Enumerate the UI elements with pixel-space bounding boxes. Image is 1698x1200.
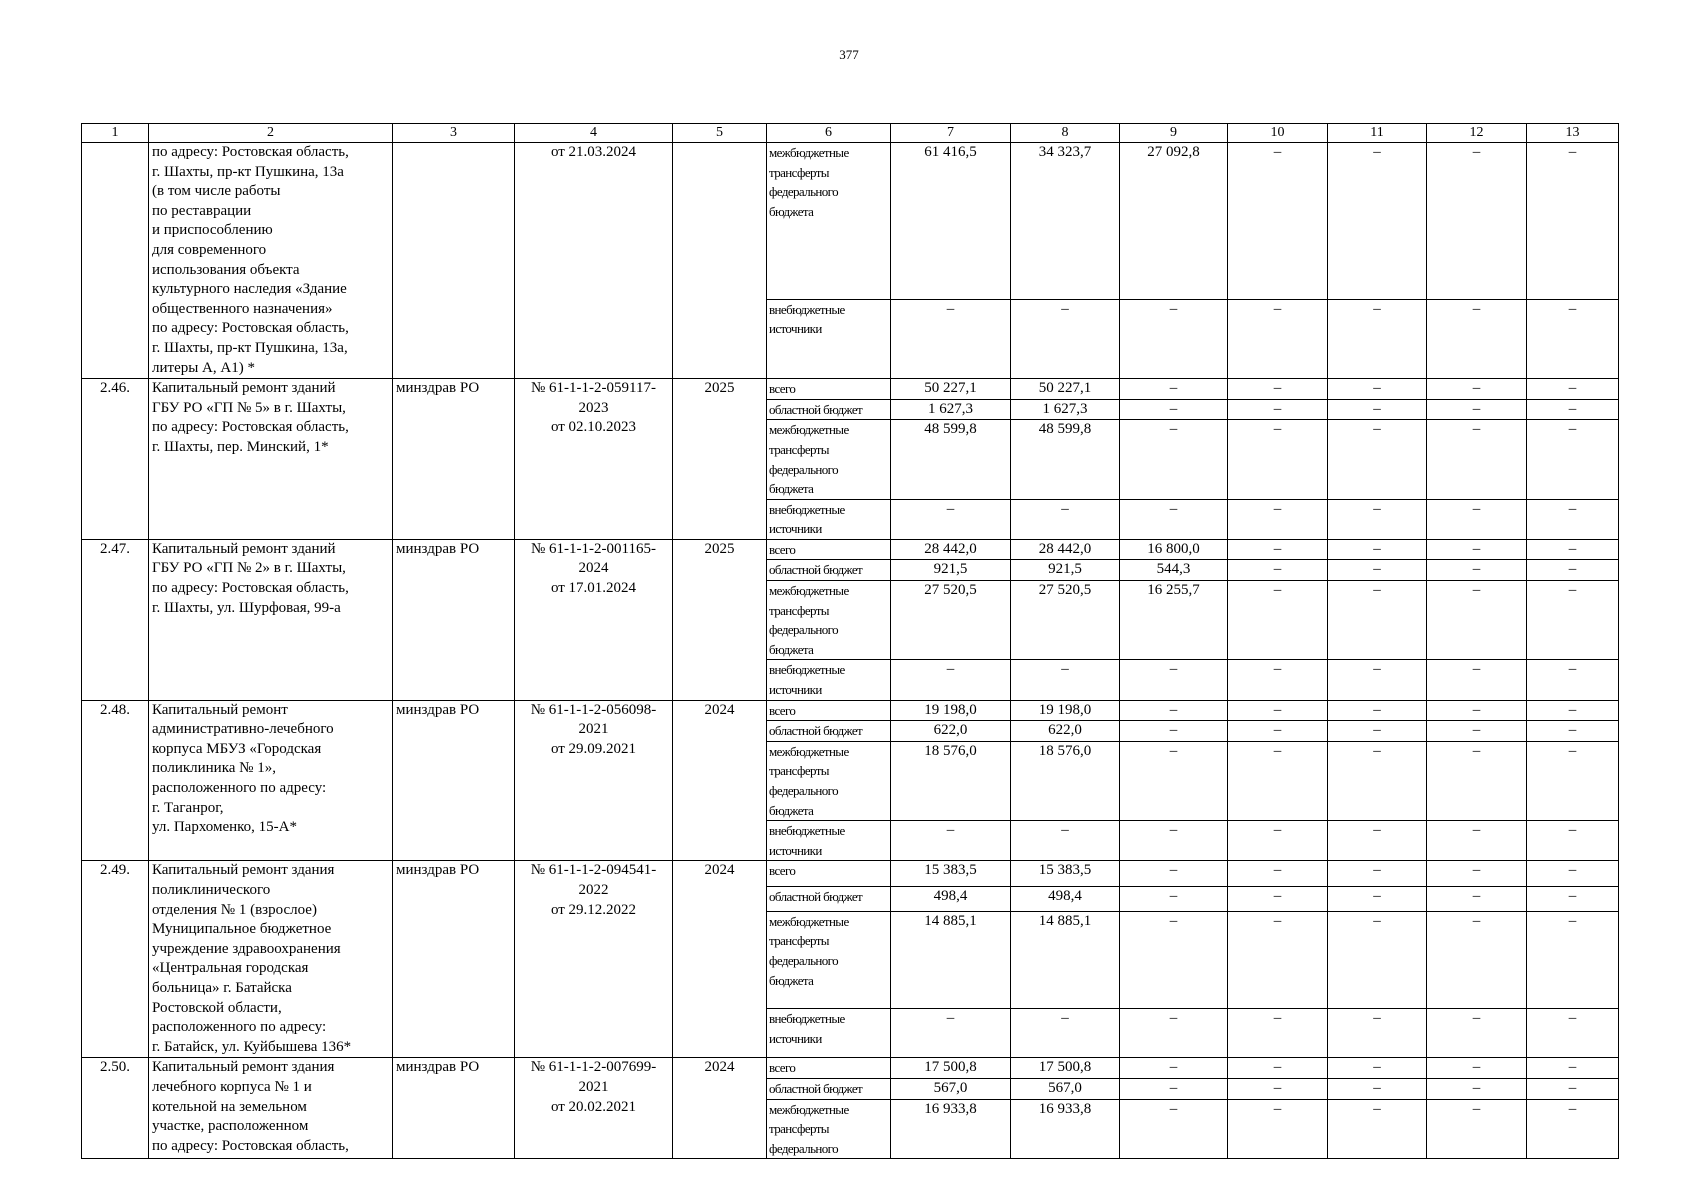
amount-cell: – [1527, 143, 1619, 300]
amount-cell: – [1228, 143, 1328, 300]
funding-source-label: всего [769, 541, 796, 557]
amount-cell: – [1228, 886, 1328, 911]
amount-cell: – [1328, 379, 1427, 400]
amount-cell: 18 576,0 [1011, 741, 1120, 820]
amount-cell: – [1120, 911, 1228, 1008]
amount-cell: – [891, 821, 1011, 861]
amount-cell: – [1527, 911, 1619, 1008]
amount-cell: – [1120, 499, 1228, 539]
amount-cell: – [1527, 721, 1619, 742]
funding-source [767, 700, 891, 721]
amount-cell: – [1427, 581, 1527, 660]
customer: минздрав РО [393, 379, 515, 540]
amount-cell: 16 933,8 [1011, 1099, 1120, 1159]
column-header: 12 [1427, 124, 1527, 143]
funding-source [767, 379, 891, 400]
amount-cell: – [1120, 420, 1228, 499]
amount-cell: – [1328, 581, 1427, 660]
amount-cell: – [1228, 861, 1328, 886]
funding-source-label: всего [769, 1060, 796, 1076]
amount-cell: 50 227,1 [1011, 379, 1120, 400]
table-row [82, 379, 1619, 400]
funding-source [767, 1058, 891, 1079]
amount-cell: – [1228, 499, 1328, 539]
amount-cell: – [1228, 1009, 1328, 1058]
amount-cell: – [1011, 821, 1120, 861]
amount-cell: – [1120, 700, 1228, 721]
item-number: 2.48. [82, 700, 149, 861]
amount-cell: – [1228, 741, 1328, 820]
amount-cell: – [1427, 700, 1527, 721]
table-row [82, 539, 1619, 560]
amount-cell: – [1328, 861, 1427, 886]
amount-cell: – [1427, 886, 1527, 911]
table-body [82, 124, 1619, 1159]
amount-cell: 567,0 [1011, 1078, 1120, 1099]
funding-source [767, 1078, 891, 1099]
amount-cell: – [1328, 399, 1427, 420]
completion-year [673, 143, 767, 379]
amount-cell: – [1228, 911, 1328, 1008]
funding-source [767, 911, 891, 1008]
column-header: 11 [1328, 124, 1427, 143]
amount-cell: 921,5 [891, 560, 1011, 581]
amount-cell: 19 198,0 [1011, 700, 1120, 721]
column-header: 10 [1228, 124, 1328, 143]
funding-source-label: межбюджетные трансферты федерального бюджета [769, 422, 849, 497]
amount-cell: 622,0 [891, 721, 1011, 742]
amount-cell: – [1328, 700, 1427, 721]
object-description: по адресу: Ростовская область, г. Шахты, пр-кт Пушкина, 13а (в том числе работы по реставрации и приспособлению для современного использования объекта культурного наследия «Здание общественного назначения» по адресу: Ростовская область, г. Шахты, пр-кт Пушкина, 13а, литеры А, А1) * [149, 143, 393, 379]
completion-year: 2024 [673, 1058, 767, 1159]
funding-source-label: областной бюджет [769, 888, 863, 904]
item-number: 2.47. [82, 539, 149, 700]
amount-cell: – [1427, 660, 1527, 700]
column-header: 9 [1120, 124, 1228, 143]
amount-cell: – [1328, 539, 1427, 560]
completion-year: 2025 [673, 539, 767, 700]
amount-cell: – [1328, 1078, 1427, 1099]
amount-cell: 1 627,3 [1011, 399, 1120, 420]
item-number: 2.49. [82, 861, 149, 1058]
item-number [82, 143, 149, 379]
amount-cell: – [1120, 1078, 1228, 1099]
amount-cell: – [891, 299, 1011, 378]
amount-cell: – [1228, 700, 1328, 721]
amount-cell: – [1527, 1099, 1619, 1159]
amount-cell: – [1328, 721, 1427, 742]
amount-cell: 622,0 [1011, 721, 1120, 742]
amount-cell: – [1427, 1009, 1527, 1058]
expert-document: № 61-1-1-2-001165- 2024 от 17.01.2024 [515, 539, 673, 700]
funding-source [767, 560, 891, 581]
amount-cell: 48 599,8 [1011, 420, 1120, 499]
amount-cell: – [1228, 539, 1328, 560]
amount-cell: 48 599,8 [891, 420, 1011, 499]
column-header: 6 [767, 124, 891, 143]
amount-cell: – [1427, 911, 1527, 1008]
funding-source [767, 741, 891, 820]
amount-cell: – [1011, 299, 1120, 378]
amount-cell: – [1427, 741, 1527, 820]
amount-cell: – [1228, 660, 1328, 700]
amount-cell: – [1527, 499, 1619, 539]
customer: минздрав РО [393, 539, 515, 700]
amount-cell: 16 800,0 [1120, 539, 1228, 560]
amount-cell: 567,0 [891, 1078, 1011, 1099]
funding-source-label: областной бюджет [769, 562, 863, 578]
amount-cell: – [1527, 420, 1619, 499]
amount-cell: – [1228, 420, 1328, 499]
amount-cell: 50 227,1 [891, 379, 1011, 400]
amount-cell: 27 520,5 [1011, 581, 1120, 660]
amount-cell: – [1527, 741, 1619, 820]
amount-cell: 16 933,8 [891, 1099, 1011, 1159]
amount-cell: – [1427, 821, 1527, 861]
completion-year: 2024 [673, 861, 767, 1058]
table-row [82, 1058, 1619, 1079]
amount-cell: 498,4 [891, 886, 1011, 911]
amount-cell: – [1427, 560, 1527, 581]
funding-source-label: всего [769, 381, 796, 397]
amount-cell: 15 383,5 [1011, 861, 1120, 886]
expert-document: № 61-1-1-2-007699- 2021 от 20.02.2021 [515, 1058, 673, 1159]
funding-source [767, 1099, 891, 1159]
amount-cell: – [1328, 821, 1427, 861]
amount-cell: 17 500,8 [891, 1058, 1011, 1079]
amount-cell: – [1228, 560, 1328, 581]
amount-cell: – [1427, 1099, 1527, 1159]
page-number: 377 [839, 47, 859, 62]
expert-document: № 61-1-1-2-056098- 2021 от 29.09.2021 [515, 700, 673, 861]
amount-cell: – [1328, 1009, 1427, 1058]
object-description: Капитальный ремонт административно-лечебного корпуса МБУЗ «Городская поликлиника № 1», расположенного по адресу: г. Таганрог, ул. Пархоменко, 15-А* [149, 700, 393, 861]
item-number: 2.50. [82, 1058, 149, 1159]
amount-cell: – [1527, 1058, 1619, 1079]
amount-cell: – [1328, 299, 1427, 378]
amount-cell: – [1120, 1058, 1228, 1079]
amount-cell: – [891, 499, 1011, 539]
amount-cell: – [1120, 379, 1228, 400]
amount-cell: – [1427, 861, 1527, 886]
amount-cell: – [1427, 539, 1527, 560]
funding-source [767, 399, 891, 420]
customer: минздрав РО [393, 861, 515, 1058]
expert-document: от 21.03.2024 [515, 143, 673, 379]
column-header: 1 [82, 124, 149, 143]
object-description: Капитальный ремонт зданий ГБУ РО «ГП № 2» в г. Шахты, по адресу: Ростовская область, г. Шахты, ул. Шурфовая, 99-а [149, 539, 393, 700]
amount-cell: – [1228, 1099, 1328, 1159]
funding-source [767, 143, 891, 300]
amount-cell: – [1427, 399, 1527, 420]
funding-source [767, 539, 891, 560]
funding-source-label: внебюджетные источники [769, 1011, 845, 1046]
funding-source [767, 420, 891, 499]
funding-source [767, 299, 891, 378]
funding-source [767, 861, 891, 886]
column-header: 3 [393, 124, 515, 143]
amount-cell: – [1427, 1078, 1527, 1099]
funding-source-label: межбюджетные трансферты федерального бюджета [769, 145, 849, 219]
column-header: 8 [1011, 124, 1120, 143]
amount-cell: – [1120, 1099, 1228, 1159]
amount-cell: – [1228, 1058, 1328, 1079]
amount-cell: – [1328, 886, 1427, 911]
amount-cell: – [1328, 143, 1427, 300]
amount-cell: – [1011, 1009, 1120, 1058]
amount-cell: – [1120, 741, 1228, 820]
amount-cell: – [1527, 379, 1619, 400]
amount-cell: – [1328, 420, 1427, 499]
amount-cell: – [1120, 821, 1228, 861]
customer: минздрав РО [393, 700, 515, 861]
amount-cell: – [1120, 861, 1228, 886]
amount-cell: 17 500,8 [1011, 1058, 1120, 1079]
table-row [82, 143, 1619, 300]
customer [393, 143, 515, 379]
amount-cell: – [891, 660, 1011, 700]
amount-cell: – [891, 1009, 1011, 1058]
customer: минздрав РО [393, 1058, 515, 1159]
funding-source-label: межбюджетные трансферты федерального бюджета [769, 913, 849, 988]
amount-cell: – [1328, 560, 1427, 581]
amount-cell: – [1527, 539, 1619, 560]
column-header: 7 [891, 124, 1011, 143]
amount-cell: – [1328, 1058, 1427, 1079]
amount-cell: – [1328, 660, 1427, 700]
amount-cell: – [1527, 581, 1619, 660]
amount-cell: 544,3 [1120, 560, 1228, 581]
amount-cell: – [1228, 1078, 1328, 1099]
amount-cell: – [1011, 499, 1120, 539]
amount-cell: – [1527, 821, 1619, 861]
amount-cell: – [1120, 886, 1228, 911]
amount-cell: – [1427, 143, 1527, 300]
amount-cell: – [1427, 379, 1527, 400]
amount-cell: 28 442,0 [1011, 539, 1120, 560]
column-header: 2 [149, 124, 393, 143]
amount-cell: – [1228, 379, 1328, 400]
amount-cell: 15 383,5 [891, 861, 1011, 886]
column-header: 5 [673, 124, 767, 143]
funding-source-label: межбюджетные трансферты федерального [769, 1101, 849, 1156]
amount-cell: – [1527, 700, 1619, 721]
amount-cell: – [1527, 399, 1619, 420]
funding-source [767, 886, 891, 911]
funding-source-label: внебюджетные источники [769, 823, 845, 858]
amount-cell: – [1427, 299, 1527, 378]
amount-cell: – [1328, 499, 1427, 539]
funding-source-label: внебюджетные источники [769, 662, 845, 698]
object-description: Капитальный ремонт здания лечебного корпуса № 1 и котельной на земельном участке, расположенном по адресу: Ростовская область, [149, 1058, 393, 1159]
amount-cell: – [1427, 721, 1527, 742]
amount-cell: – [1427, 420, 1527, 499]
amount-cell: 34 323,7 [1011, 143, 1120, 300]
funding-source [767, 581, 891, 660]
funding-source-label: всего [769, 702, 796, 718]
expert-document: № 61-1-1-2-059117- 2023 от 02.10.2023 [515, 379, 673, 540]
item-number: 2.46. [82, 379, 149, 540]
amount-cell: – [1228, 399, 1328, 420]
amount-cell: – [1120, 399, 1228, 420]
funding-source-label: областной бюджет [769, 401, 863, 417]
funding-source [767, 660, 891, 700]
amount-cell: 18 576,0 [891, 741, 1011, 820]
budget-table [81, 123, 1619, 1159]
amount-cell: – [1527, 299, 1619, 378]
amount-cell: 28 442,0 [891, 539, 1011, 560]
amount-cell: 498,4 [1011, 886, 1120, 911]
amount-cell: – [1120, 660, 1228, 700]
amount-cell: 14 885,1 [891, 911, 1011, 1008]
funding-source [767, 821, 891, 861]
table-row [82, 700, 1619, 721]
amount-cell: – [1011, 660, 1120, 700]
amount-cell: – [1527, 886, 1619, 911]
amount-cell: 1 627,3 [891, 399, 1011, 420]
amount-cell: – [1527, 560, 1619, 581]
amount-cell: 61 416,5 [891, 143, 1011, 300]
amount-cell: 14 885,1 [1011, 911, 1120, 1008]
column-number-row [82, 124, 1619, 143]
amount-cell: – [1228, 299, 1328, 378]
amount-cell: – [1120, 299, 1228, 378]
amount-cell: – [1228, 721, 1328, 742]
completion-year: 2024 [673, 700, 767, 861]
funding-source [767, 499, 891, 539]
amount-cell: 16 255,7 [1120, 581, 1228, 660]
funding-source [767, 1009, 891, 1058]
amount-cell: – [1328, 1099, 1427, 1159]
amount-cell: – [1228, 821, 1328, 861]
object-description: Капитальный ремонт здания поликлинического отделения № 1 (взрослое) Муниципальное бюджетное учреждение здравоохранения «Центральная городская больница» г. Батайска Ростовской области, расположенного по адресу: г. Батайск, ул. Куйбышева 136* [149, 861, 393, 1058]
amount-cell: 19 198,0 [891, 700, 1011, 721]
object-description: Капитальный ремонт зданий ГБУ РО «ГП № 5» в г. Шахты, по адресу: Ростовская область, г. Шахты, пер. Минский, 1* [149, 379, 393, 540]
amount-cell: – [1120, 1009, 1228, 1058]
amount-cell: – [1527, 1009, 1619, 1058]
amount-cell: – [1527, 861, 1619, 886]
funding-source-label: областной бюджет [769, 1080, 863, 1096]
table-row [82, 861, 1619, 886]
amount-cell: 27 092,8 [1120, 143, 1228, 300]
amount-cell: – [1328, 911, 1427, 1008]
amount-cell: 921,5 [1011, 560, 1120, 581]
amount-cell: – [1328, 741, 1427, 820]
funding-source-label: всего [769, 863, 796, 879]
funding-source-label: внебюджетные источники [769, 301, 845, 337]
funding-source-label: межбюджетные трансферты федерального бюджета [769, 583, 849, 657]
amount-cell: – [1427, 499, 1527, 539]
amount-cell: – [1427, 1058, 1527, 1079]
amount-cell: – [1527, 660, 1619, 700]
amount-cell: – [1120, 721, 1228, 742]
amount-cell: – [1527, 1078, 1619, 1099]
amount-cell: 27 520,5 [891, 581, 1011, 660]
expert-document: № 61-1-1-2-094541- 2022 от 29.12.2022 [515, 861, 673, 1058]
funding-source-label: внебюджетные источники [769, 501, 845, 537]
funding-source [767, 721, 891, 742]
funding-source-label: межбюджетные трансферты федерального бюджета [769, 743, 849, 818]
completion-year: 2025 [673, 379, 767, 540]
column-header: 13 [1527, 124, 1619, 143]
amount-cell: – [1228, 581, 1328, 660]
funding-source-label: областной бюджет [769, 723, 863, 739]
column-header: 4 [515, 124, 673, 143]
